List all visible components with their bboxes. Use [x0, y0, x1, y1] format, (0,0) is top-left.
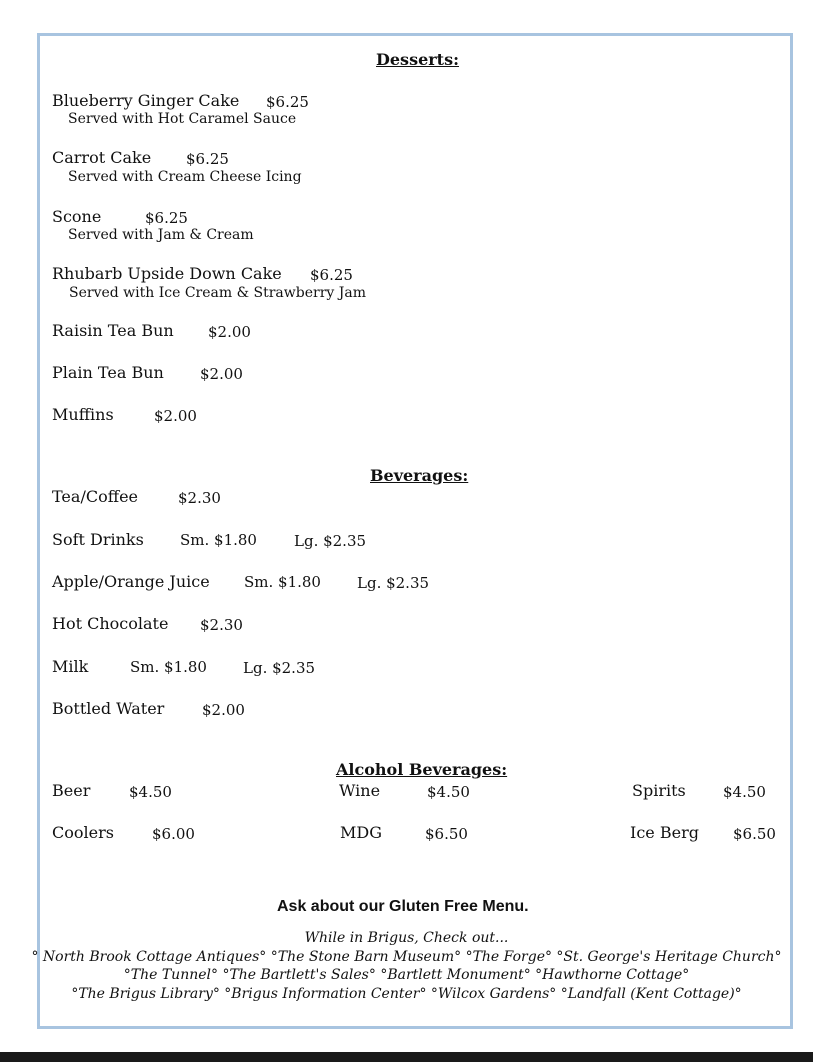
beverage-large-price: Lg. $2.35 [294, 532, 367, 550]
dessert-name: Muffins [52, 405, 114, 424]
dessert-name: Carrot Cake [52, 148, 152, 167]
dessert-price: $6.25 [145, 209, 188, 227]
beverage-price: $2.30 [178, 489, 221, 507]
beverage-name: Soft Drinks [52, 530, 144, 549]
alcohol-price: $6.00 [152, 825, 195, 843]
dessert-description: Served with Cream Cheese Icing [68, 169, 302, 185]
dessert-description: Served with Ice Cream & Strawberry Jam [69, 285, 366, 301]
dessert-price: $6.25 [186, 150, 229, 168]
beverage-name: Bottled Water [52, 699, 165, 718]
alcohol-name: Ice Berg [630, 823, 699, 842]
beverages-heading: Beverages: [370, 466, 469, 485]
alcohol-name: Wine [339, 781, 381, 800]
alcohol-price: $4.50 [723, 783, 766, 801]
alcohol-name: Spirits [632, 781, 686, 800]
beverage-price: $2.00 [202, 701, 245, 719]
alcohol-price: $4.50 [427, 783, 470, 801]
beverage-name: Hot Chocolate [52, 614, 169, 633]
dessert-name: Raisin Tea Bun [52, 321, 174, 340]
alcohol-name: MDG [340, 823, 382, 842]
dessert-description: Served with Hot Caramel Sauce [68, 111, 297, 127]
dessert-price: $6.25 [266, 93, 309, 111]
dessert-name: Plain Tea Bun [52, 363, 164, 382]
brigus-intro: While in Brigus, Check out... [304, 930, 509, 946]
alcohol-name: Coolers [52, 823, 114, 842]
beverage-small-price: Sm. $1.80 [244, 573, 321, 591]
alcohol-price: $6.50 [425, 825, 468, 843]
beverage-price: $2.30 [200, 616, 243, 634]
attractions-line: °The Brigus Library° °Brigus Information Center° °Wilcox Gardens° °Landfall (Kent Cottage)° [71, 986, 742, 1002]
beverage-name: Milk [52, 657, 89, 676]
gluten-free-note: Ask about our Gluten Free Menu. [277, 898, 529, 915]
attractions-line: °The Tunnel° °The Bartlett's Sales° °Bartlett Monument° °Hawthorne Cottage° [123, 967, 690, 983]
alcohol-name: Beer [52, 781, 91, 800]
beverage-small-price: Sm. $1.80 [180, 531, 257, 549]
beverage-name: Apple/Orange Juice [52, 572, 210, 591]
beverage-small-price: Sm. $1.80 [130, 658, 207, 676]
beverage-large-price: Lg. $2.35 [357, 574, 430, 592]
dessert-price: $6.25 [310, 266, 353, 284]
attractions-line: ° North Brook Cottage Antiques° °The Stone Barn Museum° °The Forge° °St. George's Heritage Church° [31, 949, 782, 965]
alcohol-heading: Alcohol Beverages: [336, 760, 508, 779]
dessert-price: $2.00 [154, 407, 197, 425]
dessert-description: Served with Jam & Cream [68, 227, 254, 243]
beverage-large-price: Lg. $2.35 [243, 659, 316, 677]
desserts-heading: Desserts: [376, 50, 459, 69]
alcohol-price: $4.50 [129, 783, 172, 801]
alcohol-price: $6.50 [733, 825, 776, 843]
dessert-name: Rhubarb Upside Down Cake [52, 264, 282, 283]
dessert-name: Blueberry Ginger Cake [52, 91, 240, 110]
dessert-price: $2.00 [200, 365, 243, 383]
dessert-name: Scone [52, 207, 102, 226]
beverage-name: Tea/Coffee [52, 487, 139, 506]
dessert-price: $2.00 [208, 323, 251, 341]
